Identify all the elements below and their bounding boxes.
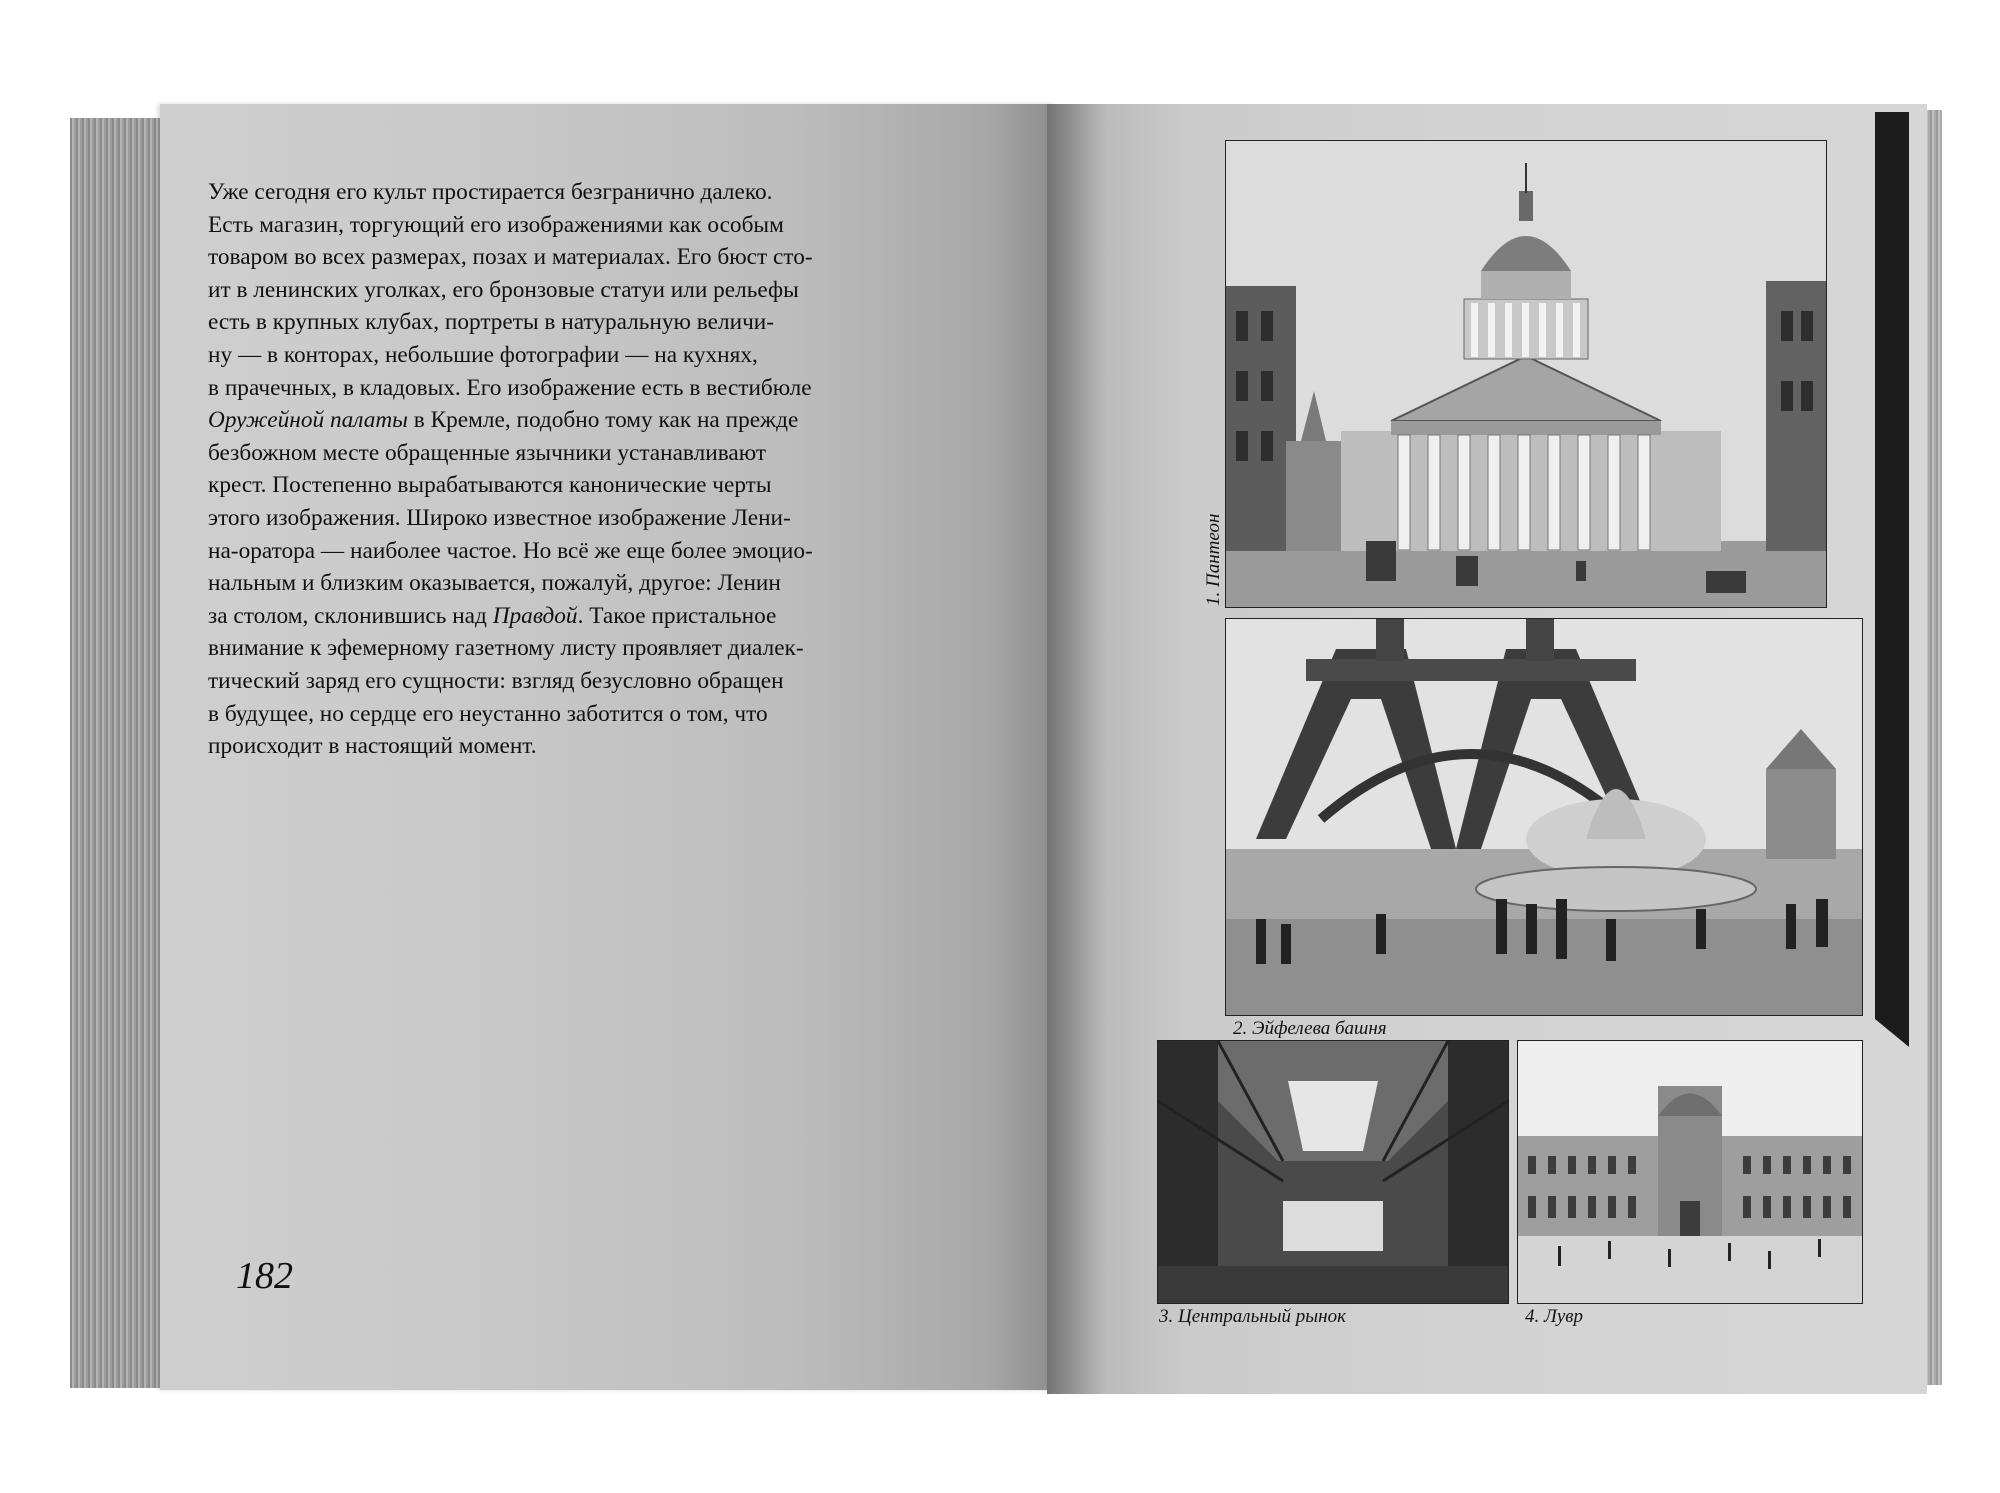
text-line: Уже сегодня его культ простирается безгранично далеко.: [208, 179, 773, 205]
caption-central-market: 3. Центральный рынок: [1159, 1306, 1346, 1327]
photo-central-market: [1157, 1040, 1509, 1304]
italic-title: Правдой: [492, 602, 578, 629]
thumb-tab: [1875, 112, 1909, 1047]
caption-pantheon: 1. Пантеон: [1203, 513, 1224, 606]
text-line: тический заряд его сущности: взгляд безусловно обращен: [208, 667, 784, 694]
text-line: безбожном месте обращенные язычники устанавливают: [208, 439, 767, 466]
caption-louvre: 4. Лувр: [1525, 1306, 1584, 1327]
text-line: нальным и близким оказывается, пожалуй, другое: Ленин: [208, 570, 781, 597]
photo-pantheon: [1225, 140, 1827, 608]
right-page: [1047, 104, 1927, 1394]
text-line: этого изображения. Широко известное изображение Лени-: [208, 504, 791, 531]
text-line: внимание к эфемерному газетному листу проявляет диалек-: [208, 635, 804, 662]
text-line: [208, 600, 888, 633]
left-page: [160, 104, 1056, 1390]
text-fragment: за столом, склонившись над: [208, 602, 493, 629]
gutter-shadow: [1047, 104, 1107, 1394]
caption-eiffel-tower: 2. Эйфелева башня: [1233, 1018, 1387, 1039]
photo-louvre: [1517, 1040, 1863, 1304]
text-line: ну — в конторах, небольшие фотографии — на кухнях,: [208, 341, 758, 368]
text-line: ит в ленинских уголках, его бронзовые статуи или рельефы: [208, 276, 799, 303]
text-line: происходит в настоящий момент.: [208, 733, 537, 760]
text-line: в будущее, но сердце его неустанно заботится о том, что: [208, 700, 768, 727]
text-fragment: в Кремле, подобно тому как на прежде: [407, 407, 799, 434]
page-stack-left: [70, 118, 170, 1388]
text-line: есть в крупных клубах, портреты в натуральную величи-: [208, 309, 775, 336]
text-fragment: . Такое пристальное: [577, 602, 777, 629]
text-line: на-оратора — наиболее частое. Но всё же еще более эмоцио-: [208, 537, 813, 564]
text-line: крест. Постепенно вырабатываются канонические черты: [208, 472, 772, 499]
text-line: Есть магазин, торгующий его изображениями как особым: [208, 211, 784, 238]
page-number: 182: [236, 1255, 293, 1297]
text-line: [208, 404, 888, 437]
text-line: в прачечных, в кладовых. Его изображение есть в вестибюле: [208, 374, 812, 401]
italic-title: Оружейной палаты: [208, 407, 408, 434]
body-text: [208, 176, 888, 763]
photo-eiffel-tower: [1225, 618, 1863, 1016]
text-line: товаром во всех размерах, позах и материалах. Его бюст сто-: [208, 244, 813, 271]
